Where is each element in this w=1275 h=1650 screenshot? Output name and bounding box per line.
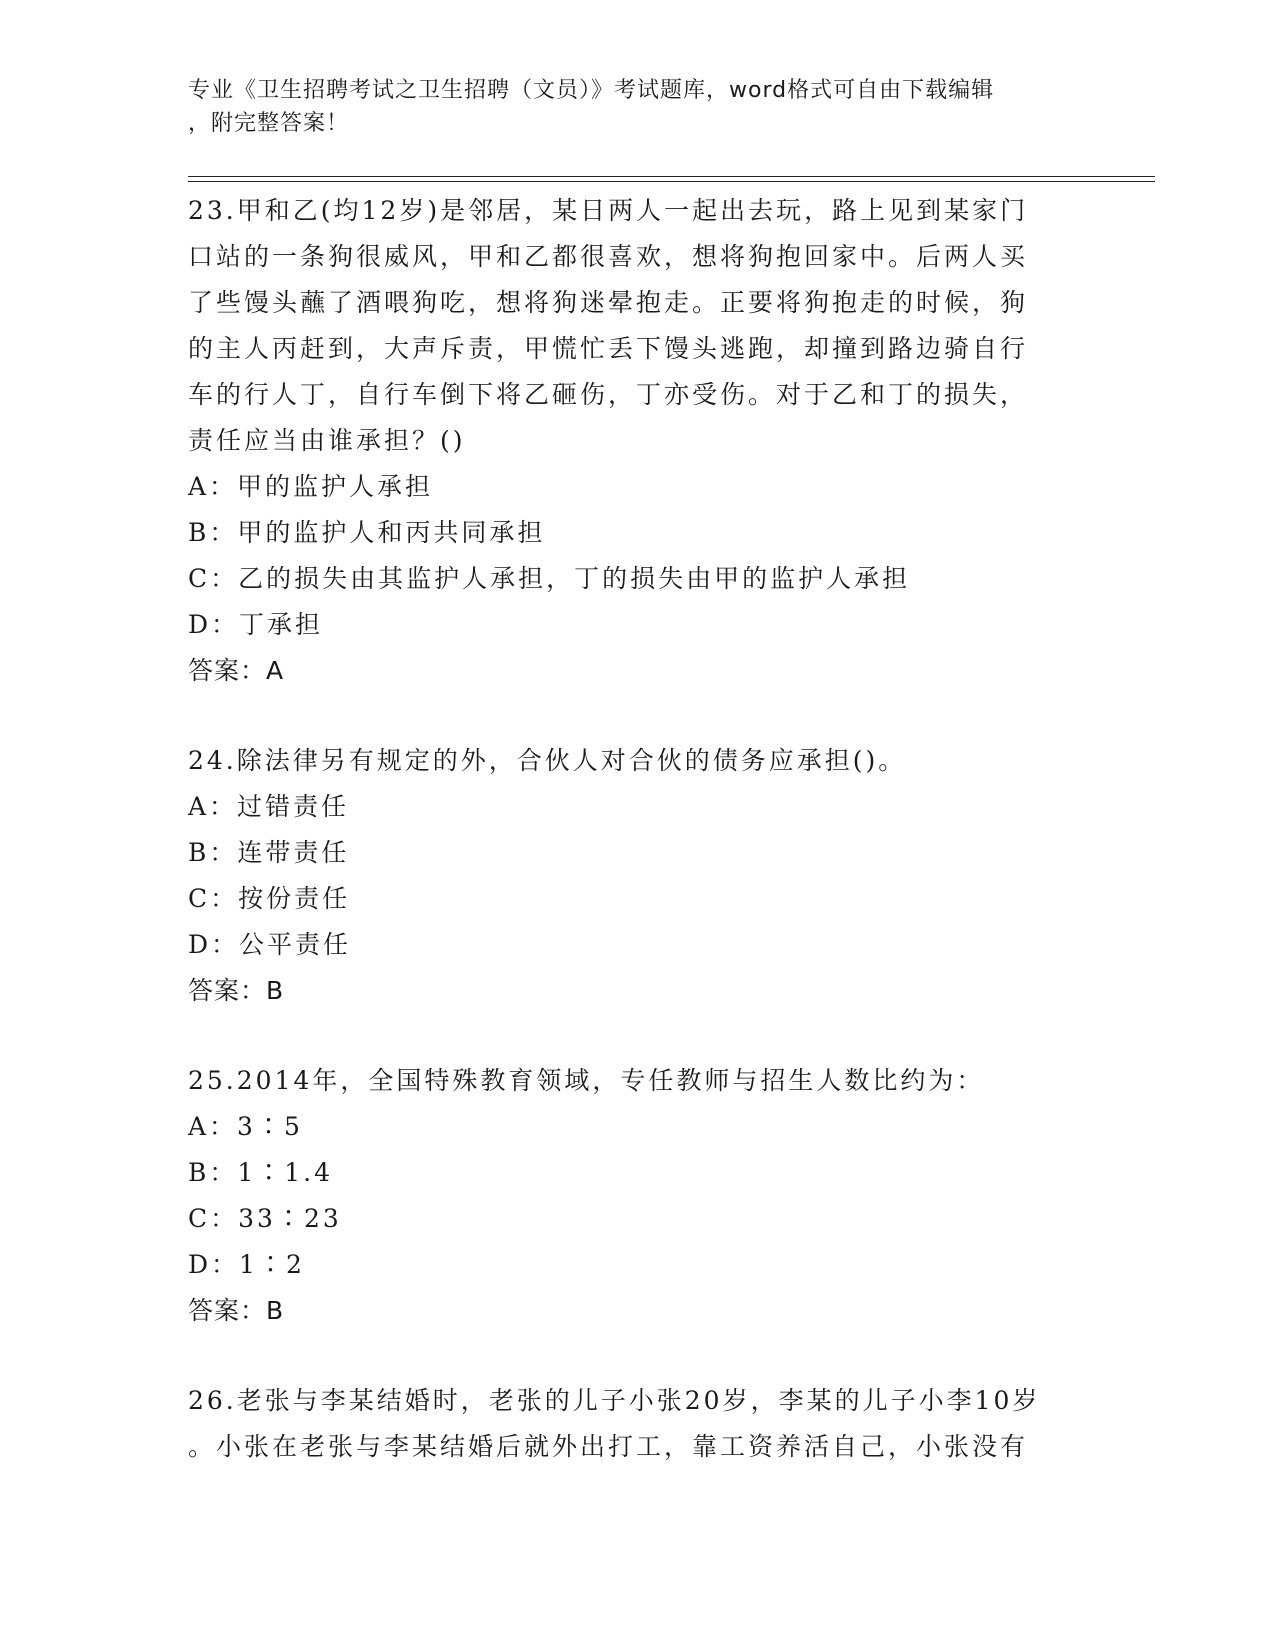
question-25 [188,1058,1088,1334]
question-stem-line: 26.老张与李某结婚时，老张的儿子小张20岁，李某的儿子小李10岁 [188,1386,1041,1415]
question-stem-line: 25.2014年，全国特殊教育领域，专任教师与招生人数比约为： [188,1066,985,1095]
option-a: A：过错责任 [188,792,350,821]
option-b: B：连带责任 [188,838,350,867]
option-c: C：33∶23 [188,1204,342,1233]
option-a: A：甲的监护人承担 [188,472,434,501]
option-c: C：乙的损失由其监护人承担，丁的损失由甲的监护人承担 [188,564,911,593]
question-stem-line: 了些馒头蘸了酒喂狗吃，想将狗迷晕抱走。正要将狗抱走的时候，狗 [188,288,1029,317]
header-divider-top [188,176,1155,177]
answer: 答案：B [188,976,285,1005]
option-c: C：按份责任 [188,884,351,913]
header-line-2: ，附完整答案！ [188,111,350,136]
header-divider-bottom [188,181,1155,182]
answer: 答案：B [188,1296,285,1325]
option-d: D：丁承担 [188,610,324,639]
question-list [188,188,1088,1470]
question-stem-line: 责任应当由谁承担？() [188,426,466,455]
question-stem-line: 的主人丙赶到，大声斥责，甲慌忙丢下馒头逃跑，却撞到路边骑自行 [188,334,1029,363]
question-stem-line: 23.甲和乙(均12岁)是邻居，某日两人一起出去玩，路上见到某家门 [188,196,1029,225]
question-23 [188,188,1088,694]
option-b: B：1∶1.4 [188,1158,334,1187]
option-a: A：3∶5 [188,1112,303,1141]
document-header [188,74,1068,140]
option-d: D：公平责任 [188,930,352,959]
header-line-1: 专业《卫生招聘考试之卫生招聘（文员）》考试题库，word格式可自由下载编辑 [188,78,995,103]
question-stem-line: 。小张在老张与李某结婚后就外出打工，靠工资养活自己，小张没有 [188,1432,1029,1461]
question-24 [188,738,1088,1014]
question-26 [188,1378,1088,1470]
question-spacer [188,1014,1088,1058]
option-b: B：甲的监护人和丙共同承担 [188,518,546,547]
option-d: D：1∶2 [188,1250,305,1279]
question-stem-line: 口站的一条狗很威风，甲和乙都很喜欢，想将狗抱回家中。后两人买 [188,242,1029,271]
question-spacer [188,694,1088,738]
question-stem-line: 车的行人丁，自行车倒下将乙砸伤，丁亦受伤。对于乙和丁的损失， [188,380,1029,409]
question-spacer [188,1334,1088,1378]
answer: 答案：A [188,656,285,685]
question-stem-line: 24.除法律另有规定的外，合伙人对合伙的债务应承担()。 [188,746,907,775]
